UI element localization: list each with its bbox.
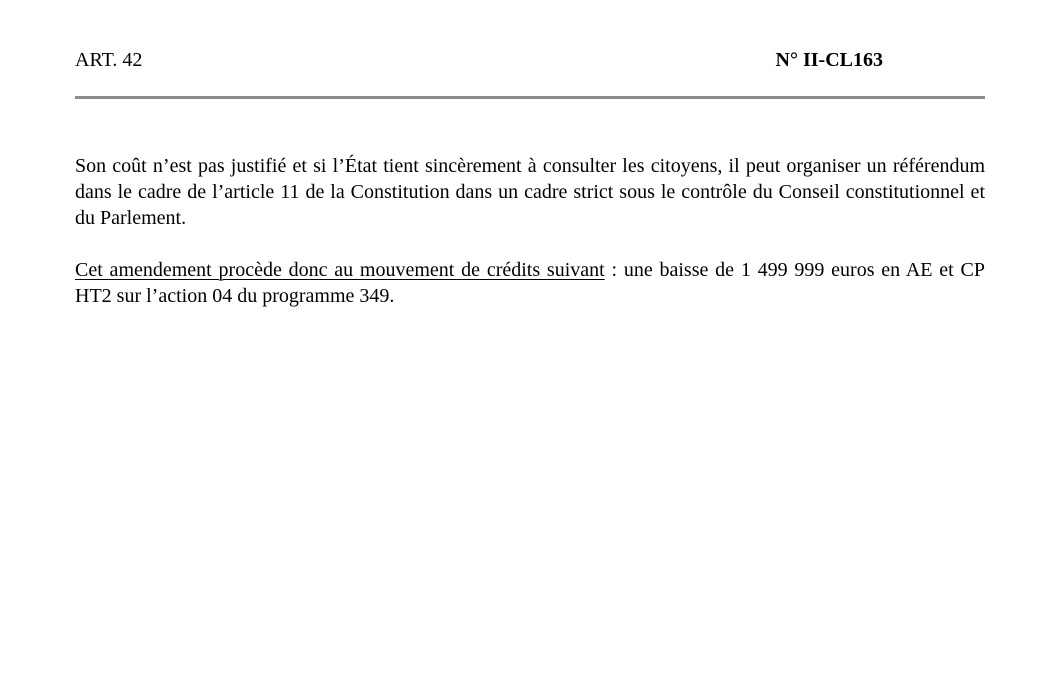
amendment-number: N° II-CL163 [775,49,883,71]
article-label: ART. 42 [75,49,143,71]
paragraph-1-text: Son coût n’est pas justifié et si l’État tient sincèrement à consulter les citoyens, il peut organiser un référendum dans le cadre de l’article 11 de la Constitution dans un cadre strict sous le contrôle du Conseil constitutionnel et du Parlement. [75,155,985,229]
paragraph-justification [75,153,985,231]
credit-movement-heading: Cet amendement procède donc au mouvement de crédits suivant [75,259,605,281]
paragraph-credit-movement [75,257,985,309]
document-header [75,46,883,74]
credit-movement-detail: : une baisse de 1 499 999 euros en AE et CP HT2 sur l’action 04 du programme 349. [75,259,985,307]
header-divider [75,96,985,99]
